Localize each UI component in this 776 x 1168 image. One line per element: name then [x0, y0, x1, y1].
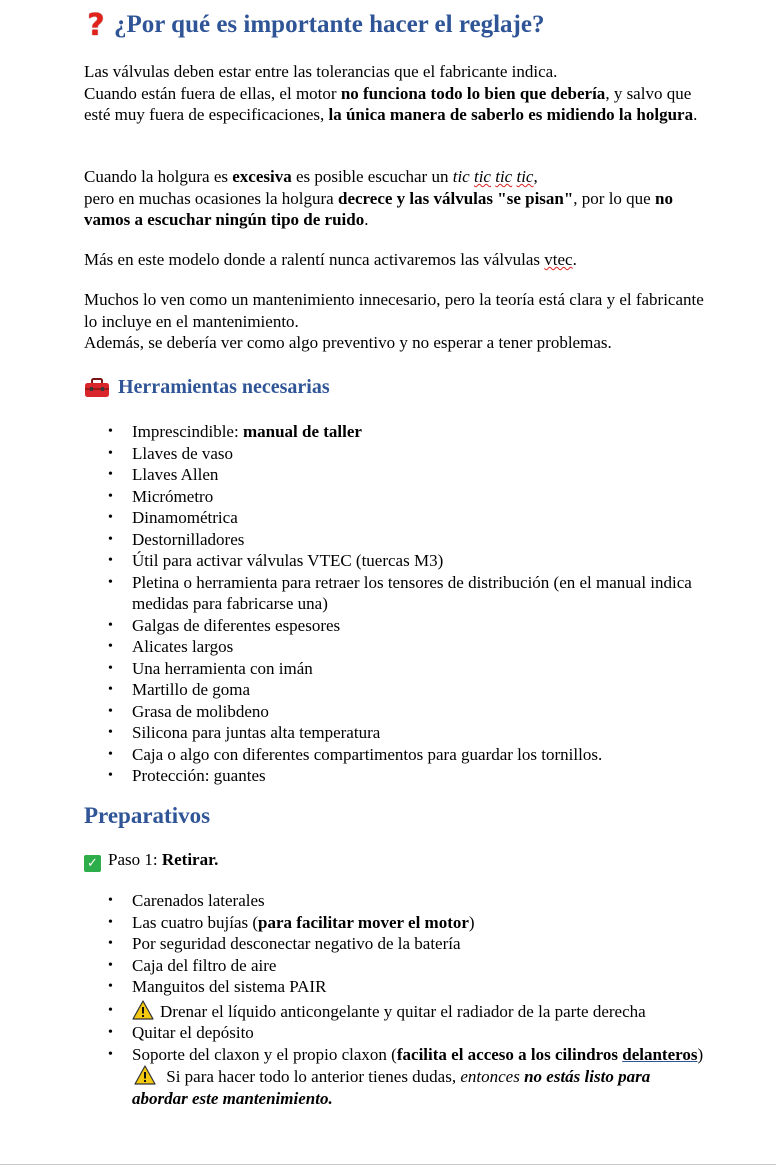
- step-1: [84, 849, 218, 872]
- list-item: [132, 1022, 707, 1044]
- bold-text: excesiva: [232, 167, 292, 186]
- list-item: [132, 486, 707, 508]
- text-span: Cuando la holgura es: [84, 167, 233, 186]
- prep-heading-text: Preparativos: [84, 803, 211, 828]
- bold-text: decrece y las válvulas "se pisan": [337, 188, 574, 208]
- tools-heading-text: Herramientas necesarias: [118, 376, 330, 398]
- page-title: [84, 7, 545, 43]
- intro-paragraph-1: [84, 61, 704, 126]
- list-item: [132, 658, 707, 680]
- list-item: [132, 701, 707, 723]
- text-span: Cuando están fuera de ellas, el motor: [84, 83, 341, 103]
- list-item: [132, 443, 707, 465]
- intro-paragraph-2: [84, 166, 704, 231]
- list-item: [132, 1000, 707, 1023]
- text-span: Muchos lo ven como un mantenimiento innecesario, pero la teoría está clara y el fabricante lo incluye en el mantenimiento.: [84, 290, 704, 331]
- text-span: Quitar el depósito: [132, 1023, 254, 1042]
- list-item: [132, 550, 707, 572]
- tools-heading: [84, 376, 330, 399]
- text-span: Alicates largos: [132, 637, 234, 656]
- text-span: Manguitos del sistema PAIR: [132, 977, 327, 996]
- text-span: Protección: guantes: [132, 766, 266, 785]
- list-item: [132, 722, 707, 744]
- list-item: [132, 744, 707, 766]
- list-item: [132, 933, 707, 955]
- list-item: [132, 679, 707, 701]
- text-span: , por lo que: [573, 188, 655, 208]
- bold-italic-text: no estás listo para abordar este mantenimiento.: [132, 1067, 651, 1108]
- text-span: Micrómetro: [132, 486, 214, 506]
- prep-heading: [84, 803, 210, 829]
- text-span: .: [693, 105, 698, 124]
- text-span: Más en este modelo donde a ralentí nunca activaremos las válvulas: [84, 250, 545, 269]
- text-span: .: [364, 210, 369, 229]
- text-span: ): [468, 912, 475, 932]
- list-item: [132, 912, 707, 934]
- text-span: .: [572, 250, 577, 269]
- bold-text: para facilitar mover el motor: [258, 912, 469, 932]
- text-span: Martillo de goma: [132, 680, 251, 699]
- text-span: Soporte del claxon y el propio claxon (: [132, 1044, 397, 1064]
- bold-text: facilita el acceso a los cilindros: [396, 1044, 623, 1064]
- italic-text: entonces: [460, 1067, 525, 1086]
- text-span: ,: [533, 167, 538, 186]
- text-span: ): [697, 1044, 704, 1064]
- intro-paragraph-3: [84, 249, 704, 271]
- list-item: [132, 1044, 707, 1110]
- text-span: Destornilladores: [132, 529, 245, 549]
- text-span: pero en muchas ocasiones la holgura: [84, 188, 338, 208]
- italic-text: tic: [452, 167, 474, 186]
- text-span: Caja del filtro de aire: [132, 955, 277, 975]
- italic-text: tic: [495, 167, 513, 186]
- bold-text: manual de taller: [242, 422, 362, 441]
- text-span: Las cuatro bujías (: [132, 912, 259, 932]
- text-span: Galgas de diferentes espesores: [132, 615, 341, 635]
- list-item: [132, 507, 707, 529]
- text-span: Silicona para juntas alta temperatura: [132, 723, 381, 742]
- intro-paragraph-4: [84, 289, 704, 354]
- text-span: Además, se debería ver como algo preventivo y no esperar a tener problemas.: [84, 333, 612, 352]
- prep-list: [132, 890, 707, 1109]
- bold-text: no vamos a escuchar ningún tipo de ruido: [84, 188, 673, 229]
- text-span: Paso 1:: [108, 850, 162, 869]
- text-span: Si para hacer todo lo anterior tienes dudas,: [162, 1067, 461, 1086]
- italic-text: tic: [516, 167, 534, 186]
- text-span: Por seguridad desconectar negativo de la batería: [132, 934, 461, 953]
- text-span: Las válvulas deben estar entre las tolerancias que el fabricante indica.: [84, 62, 558, 81]
- warning-icon: [132, 1000, 154, 1020]
- text-span: Dinamométrica: [132, 508, 238, 527]
- text-span: Útil para activar válvulas VTEC (tuercas M3): [132, 551, 444, 570]
- italic-text: tic: [473, 167, 491, 186]
- text-span: Llaves Allen: [132, 465, 219, 484]
- warning-icon: [134, 1065, 156, 1085]
- text-span: Carenados laterales: [132, 891, 265, 910]
- text-span: , y salvo que esté muy fuera de especificaciones,: [84, 83, 692, 124]
- bold-link-text[interactable]: delanteros: [622, 1044, 698, 1064]
- bold-text: no funciona todo lo bien que debería: [340, 83, 606, 103]
- text-span: es posible escuchar un: [291, 167, 453, 186]
- text-span: Drenar el líquido anticongelante y quitar el radiador de la parte derecha: [160, 1001, 646, 1021]
- toolbox-icon: [84, 378, 110, 398]
- text-span: Caja o algo con diferentes compartimentos para guardar los tornillos.: [132, 744, 603, 764]
- list-item: [132, 615, 707, 637]
- list-item: [132, 976, 707, 998]
- text-span: Imprescindible:: [132, 422, 243, 441]
- list-item: [132, 636, 707, 658]
- text-span: Una herramienta con imán: [132, 658, 313, 678]
- list-item: [132, 572, 707, 615]
- question-mark-icon: ?: [87, 7, 105, 43]
- list-item: [132, 464, 707, 486]
- bold-text: la única manera de saberlo es midiendo la holgura: [328, 105, 694, 124]
- check-icon: ✓: [84, 855, 101, 872]
- list-item: [132, 955, 707, 977]
- text-span: Llaves de vaso: [132, 443, 234, 463]
- text-span: Grasa de molibdeno: [132, 701, 269, 721]
- page-title-text: ¿Por qué es importante hacer el reglaje?: [114, 11, 545, 38]
- list-item: [132, 529, 707, 551]
- bold-text: Retirar.: [161, 850, 219, 869]
- tools-list: [132, 421, 707, 787]
- list-item: [132, 890, 707, 912]
- text-span: vtec: [544, 250, 573, 269]
- list-item: [132, 765, 707, 787]
- text-span: Pletina o herramienta para retraer los tensores de distribución (en el manual indica medidas para fabricarse una): [132, 572, 692, 613]
- page-bottom-divider: [0, 1164, 776, 1165]
- list-item: [132, 421, 707, 443]
